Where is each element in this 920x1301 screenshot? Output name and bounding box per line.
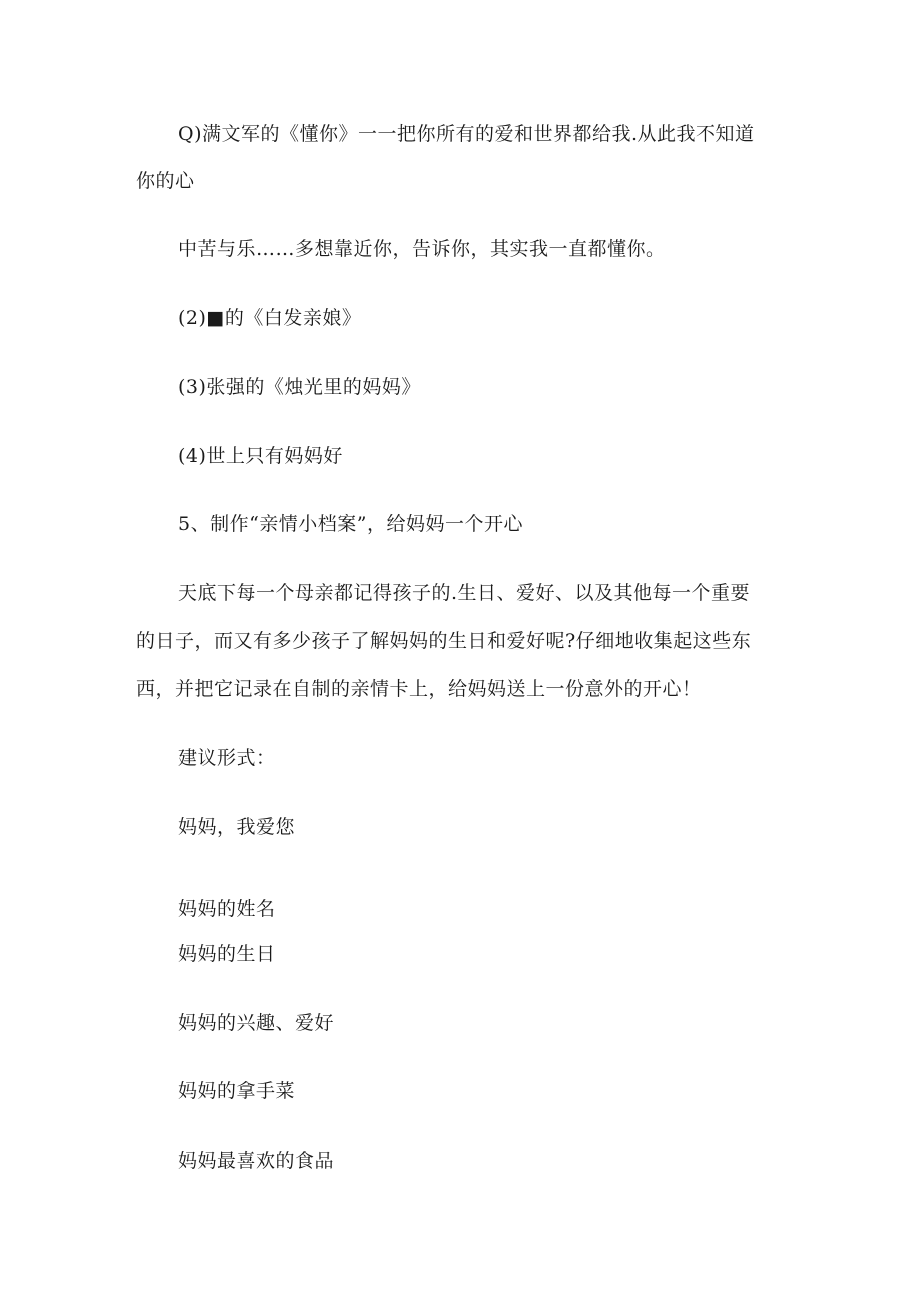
- paragraph-line-1: 天底下每一个母亲都记得孩子的.生日、爱好、以及其他每一个重要: [178, 582, 751, 604]
- song-item-3: (3)张强的《烛光里的妈妈》: [178, 376, 421, 398]
- song-item-4: (4)世上只有妈妈好: [178, 445, 343, 467]
- card-field-specialty-dish: 妈妈的拿手菜: [178, 1080, 296, 1102]
- song-item-1-line-3: 中苦与乐……多想靠近你，告诉你，其实我一直都懂你。: [178, 238, 666, 260]
- paragraph-line-2: 的日子，而又有多少孩子了解妈妈的生日和爱好呢?仔细地收集起这些东: [136, 630, 752, 652]
- suggestion-label: 建议形式：: [178, 747, 276, 769]
- song-item-2: (2)■的《白发亲娘》: [178, 307, 362, 329]
- song-item-1-line-1: Q)满文军的《懂你》一一把你所有的爱和世界都给我.从此我不知道: [178, 123, 755, 145]
- song-item-1-line-2: 你的心: [136, 170, 195, 192]
- card-field-name: 妈妈的姓名: [178, 898, 276, 920]
- card-field-birthday: 妈妈的生日: [178, 943, 276, 965]
- card-title: 妈妈，我爱您: [178, 816, 296, 838]
- section-heading-5: 5、制作“亲情小档案”，给妈妈一个开心: [178, 513, 524, 535]
- card-field-hobbies: 妈妈的兴趣、爱好: [178, 1012, 335, 1034]
- card-field-favorite-food: 妈妈最喜欢的食品: [178, 1150, 335, 1172]
- paragraph-line-3: 西，并把它记录在自制的亲情卡上，给妈妈送上一份意外的开心！: [136, 678, 702, 700]
